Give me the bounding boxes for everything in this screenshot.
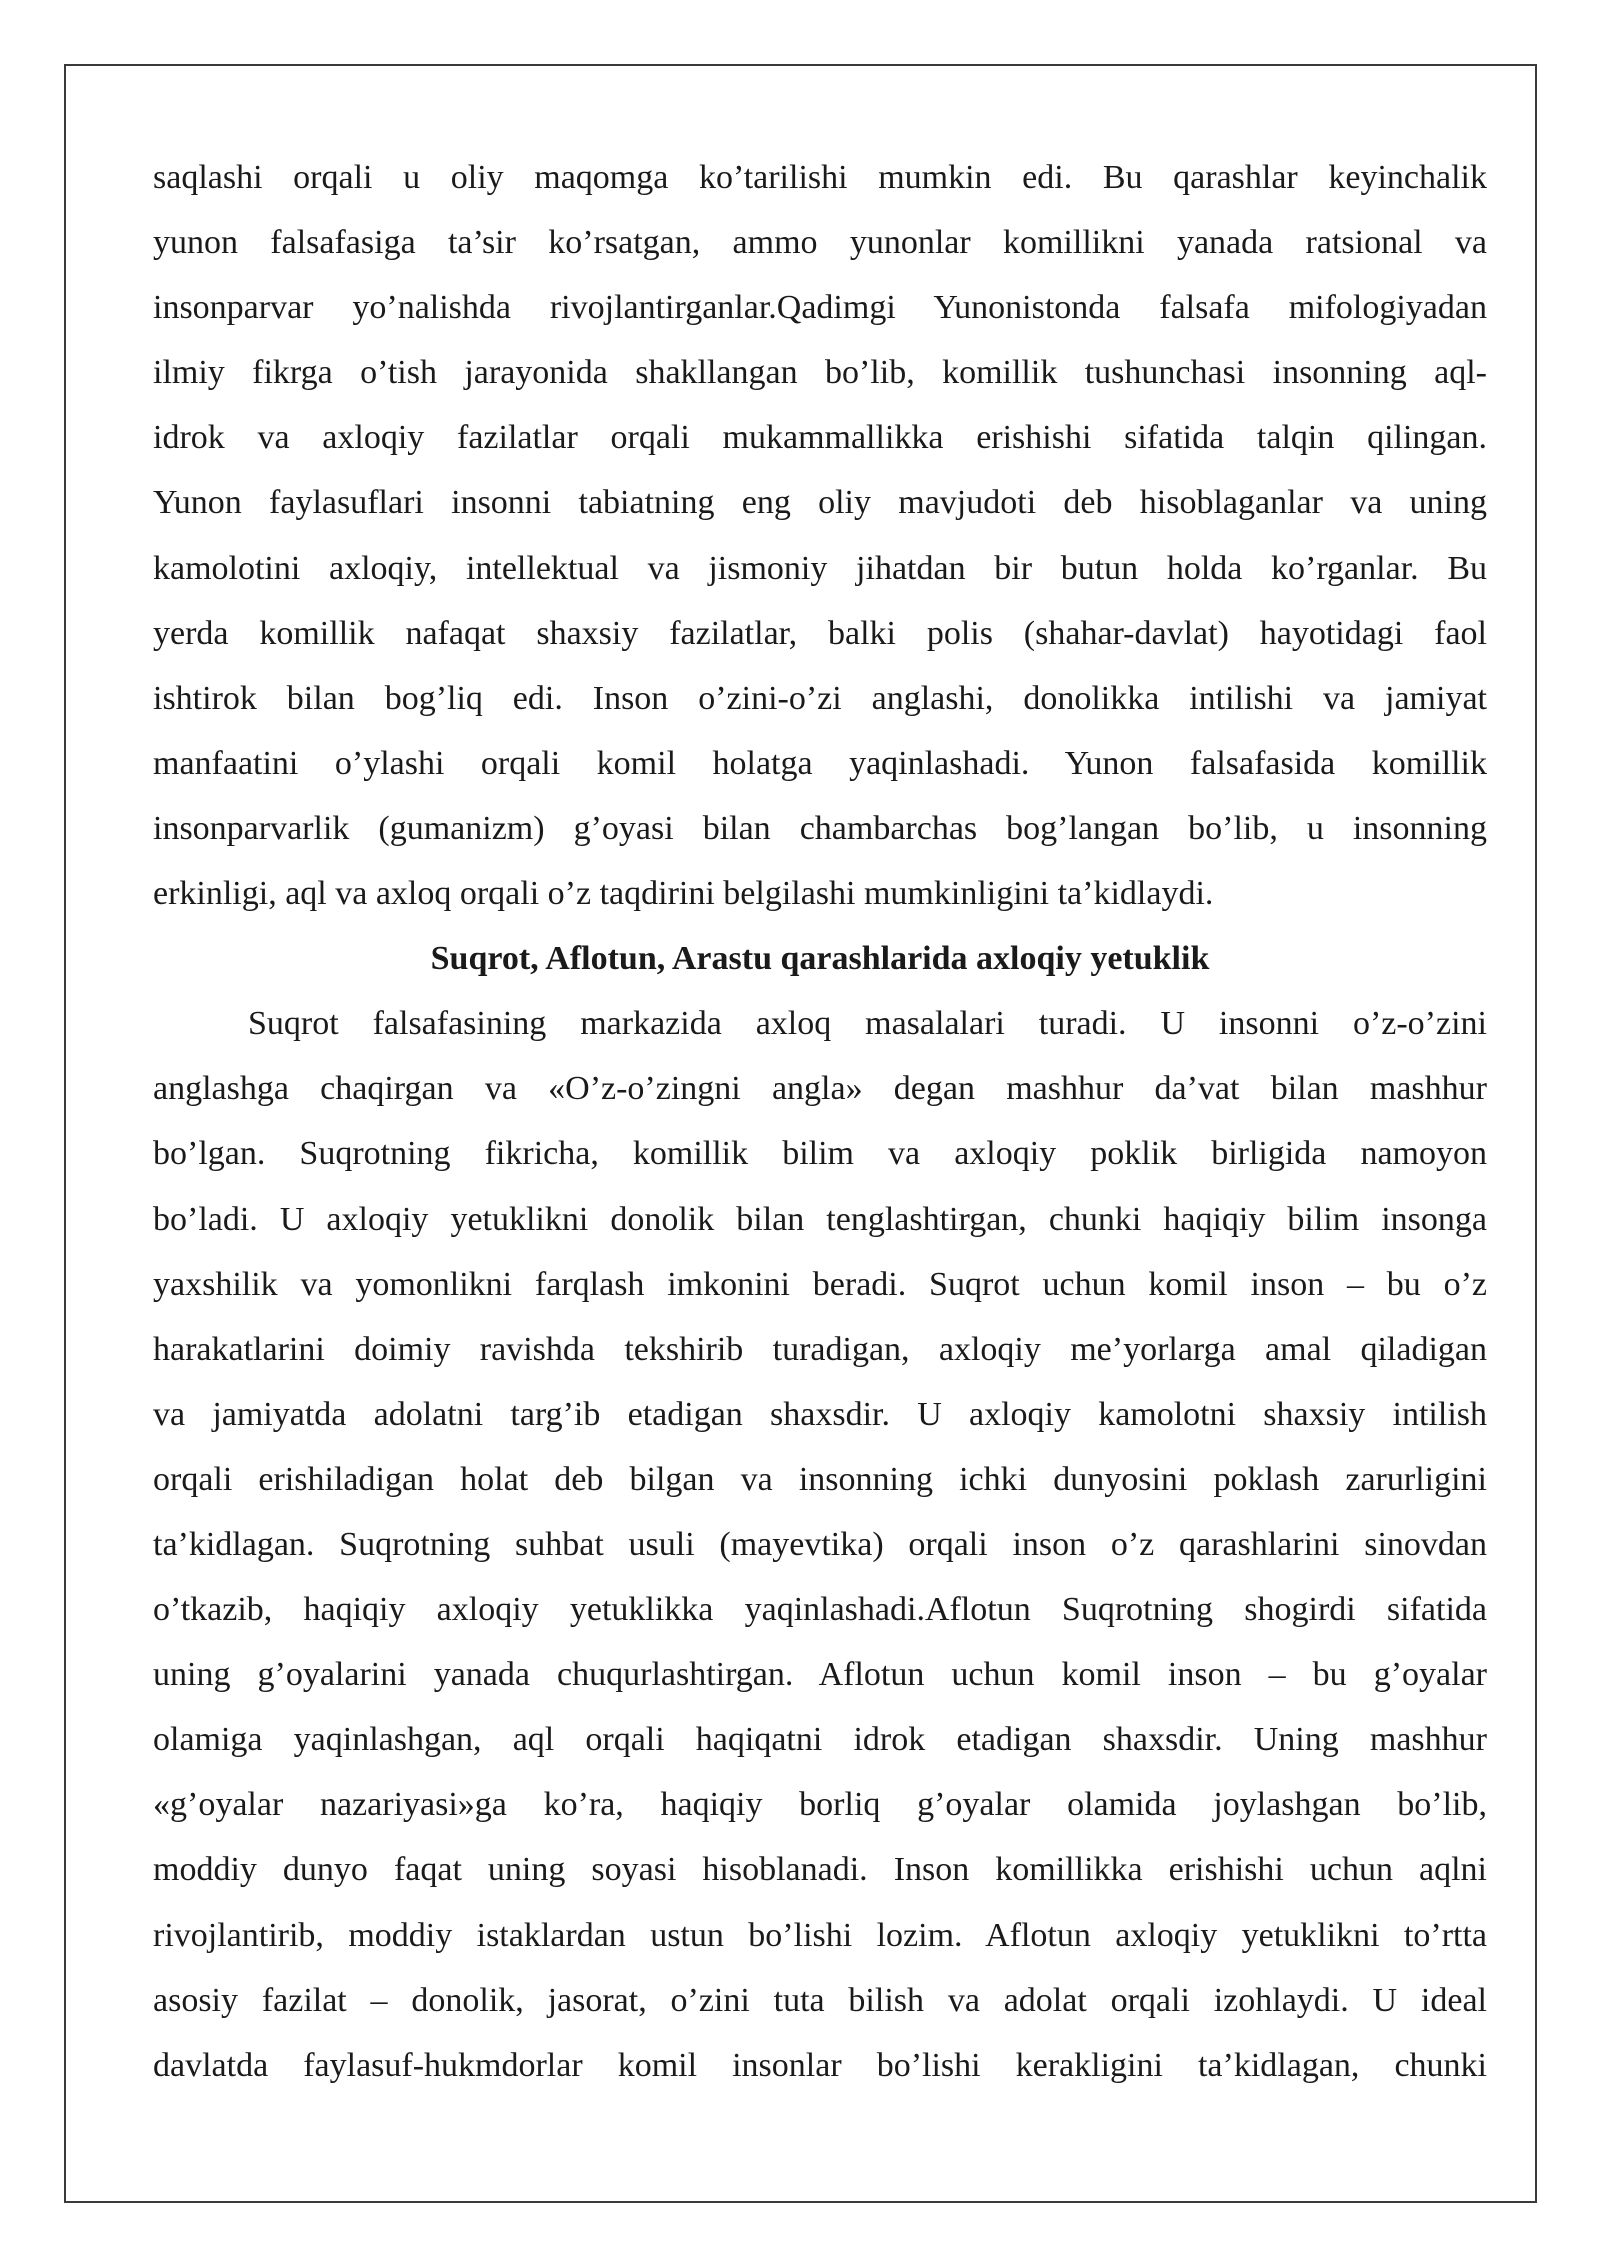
text-line: manfaatini o’ylashi orqali komil holatga yaqinlashadi. Yunon falsafasida komillik: [153, 744, 1487, 782]
text-line: o’tkazib, haqiqiy axloqiy yetuklikka yaqinlashadi.Aflotun Suqrotning shogirdi sifatida: [153, 1591, 1487, 1629]
text-line: bo’lgan. Suqrotning fikricha, komillik bilim va axloqiy poklik birligida namoyon: [153, 1135, 1487, 1173]
text-line: erkinligi, aql va axloq orqali o’z taqdirini belgilashi mumkinligini ta’kidlaydi.: [153, 875, 1214, 913]
text-line: idrok va axloqiy fazilatlar orqali mukammallikka erishishi sifatida talqin qilingan.: [153, 419, 1487, 457]
text-line: ishtirok bilan bog’liq edi. Inson o’zini-o’zi anglashi, donolikka intilishi va jamiyat: [153, 679, 1487, 717]
paragraph-2: [153, 991, 1487, 2098]
text-line: olamiga yaqinlashgan, aql orqali haqiqatni idrok etadigan shaxsdir. Uning mashhur: [153, 1721, 1487, 1759]
text-line: yerda komillik nafaqat shaxsiy fazilatlar, balki polis (shahar-davlat) hayotidagi faol: [153, 614, 1487, 652]
text-line: insonparvar yo’nalishda rivojlantirganlar.Qadimgi Yunonistonda falsafa mifologiyadan: [153, 289, 1487, 327]
text-line: asosiy fazilat – donolik, jasorat, o’zini tuta bilish va adolat orqali izohlaydi. U ideal: [153, 1981, 1487, 2019]
text-line: yunon falsafasiga ta’sir ko’rsatgan, ammo yunonlar komillikni yanada ratsional va: [153, 224, 1487, 262]
paragraph-1: [153, 145, 1487, 926]
text-line: «g’oyalar nazariyasi»ga ko’ra, haqiqiy borliq g’oyalar olamida joylashgan bo’lib,: [153, 1786, 1487, 1824]
text-line: kamolotini axloqiy, intellektual va jismoniy jihatdan bir butun holda ko’rganlar. Bu: [153, 549, 1487, 587]
text-line: va jamiyatda adolatni targ’ib etadigan shaxsdir. U axloqiy kamolotni shaxsiy intilish: [153, 1395, 1487, 1433]
text-line: anglashga chaqirgan va «O’z-o’zingni angla» degan mashhur da’vat bilan mashhur: [153, 1070, 1487, 1108]
text-line: ta’kidlagan. Suqrotning suhbat usuli (mayevtika) orqali inson o’z qarashlarini sinovdan: [153, 1525, 1487, 1563]
text-line: ilmiy fikrga o’tish jarayonida shakllangan bo’lib, komillik tushunchasi insonning aql-: [153, 354, 1487, 392]
text-line: yaxshilik va yomonlikni farqlash imkonini beradi. Suqrot uchun komil inson – bu o’z: [153, 1265, 1487, 1303]
document-body: [153, 145, 1487, 2098]
text-line: moddiy dunyo faqat uning soyasi hisoblanadi. Inson komillikka erishishi uchun aqlni: [153, 1851, 1487, 1889]
text-line: orqali erishiladigan holat deb bilgan va insonning ichki dunyosini poklash zarurligini: [153, 1460, 1487, 1498]
text-line: insonparvarlik (gumanizm) g’oyasi bilan chambarchas bog’langan bo’lib, u insonning: [153, 809, 1487, 847]
text-line: uning g’oyalarini yanada chuqurlashtirgan. Aflotun uchun komil inson – bu g’oyalar: [153, 1656, 1487, 1694]
text-line: davlatda faylasuf-hukmdorlar komil insonlar bo’lishi kerakligini ta’kidlagan, chunki: [153, 2046, 1487, 2084]
text-line: bo’ladi. U axloqiy yetuklikni donolik bilan tenglashtirgan, chunki haqiqiy bilim insonga: [153, 1200, 1487, 1238]
section-heading: Suqrot, Aflotun, Arastu qarashlarida axloqiy yetuklik: [430, 940, 1210, 978]
text-line: Suqrot falsafasining markazida axloq masalalari turadi. U insonni o’z-o’zini: [248, 1005, 1487, 1043]
text-line: harakatlarini doimiy ravishda tekshirib turadigan, axloqiy me’yorlarga amal qiladigan: [153, 1330, 1487, 1368]
text-line: Yunon faylasuflari insonni tabiatning eng oliy mavjudoti deb hisoblaganlar va uning: [153, 484, 1487, 522]
text-line: saqlashi orqali u oliy maqomga ko’tarilishi mumkin edi. Bu qarashlar keyinchalik: [153, 159, 1487, 196]
text-line: rivojlantirib, moddiy istaklardan ustun bo’lishi lozim. Aflotun axloqiy yetuklikni to’rtta: [153, 1916, 1487, 1954]
